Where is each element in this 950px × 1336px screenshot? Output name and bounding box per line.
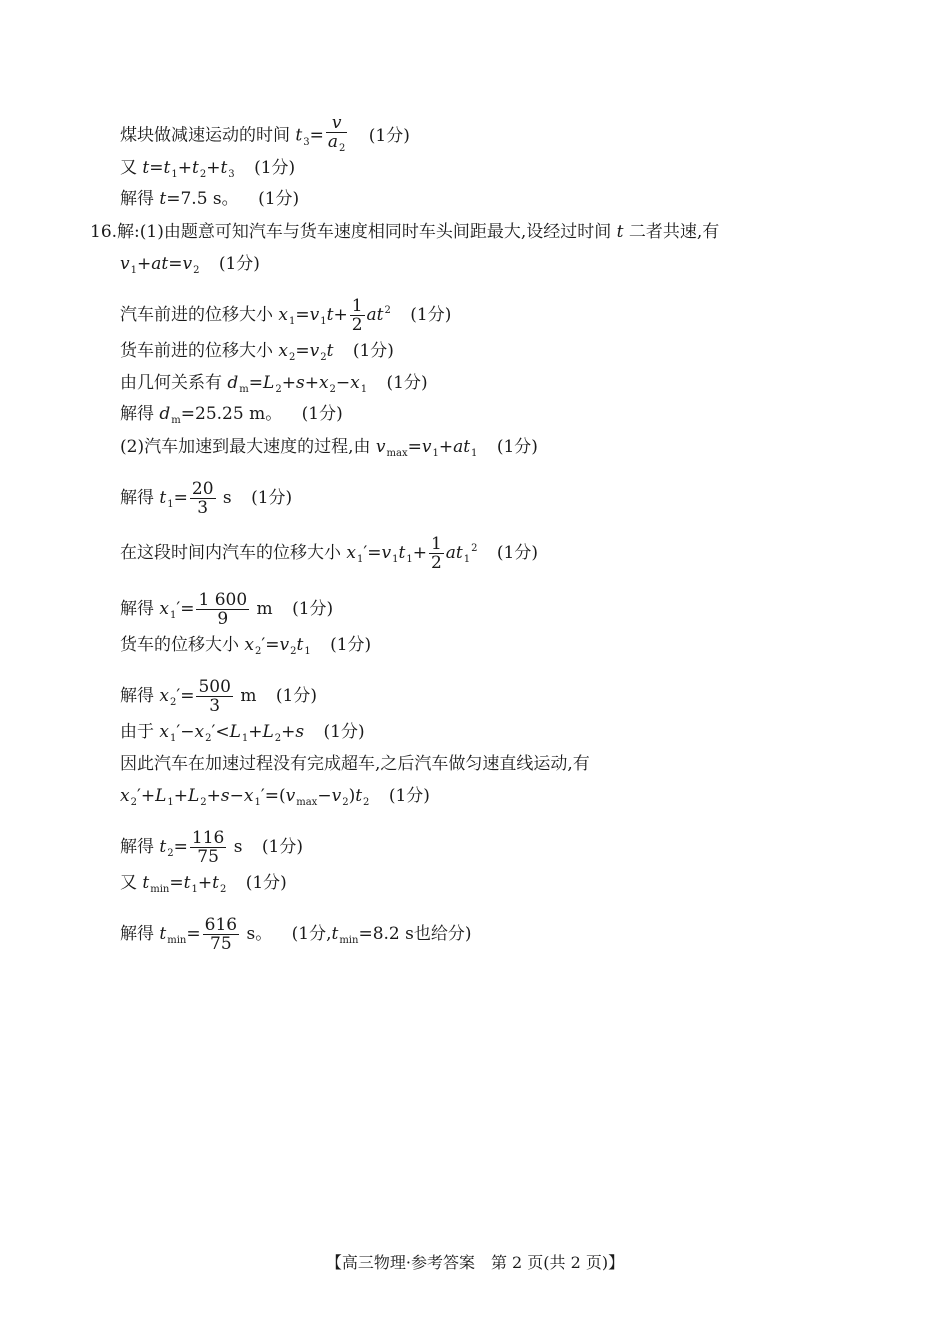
score: (1分) — [496, 543, 538, 563]
score: (1分) — [330, 635, 372, 655]
line-x2-prime: 货车的位移大小 $x_2'=v_2t_1$ (1分) — [120, 635, 372, 657]
score: (1分) — [368, 125, 410, 146]
line-conclusion: 因此汽车在加速过程没有完成超车,之后汽车做匀速直线运动,有 — [120, 754, 590, 774]
fraction: $\frac{1 600}{9}$ — [198, 590, 248, 629]
fraction: $\frac{20}{3}$ — [191, 479, 214, 518]
score: (1分) — [388, 786, 430, 806]
score: (1分) — [410, 305, 452, 325]
line-part2: (2)汽车加速到最大速度的过程,由 $v_{max}=v_1+at_1$ (1分) — [120, 437, 538, 459]
fraction: $\frac{500}{3}$ — [198, 677, 231, 716]
problem-16-intro: 16.解:(1)由题意可知汽车与货车速度相同时车头间距最大,设经过时间 t 二者共速,有 — [90, 222, 720, 242]
line-x2-prime-result: 解得 $x_2'=$ $\frac{500}{3}$ m (1分) — [120, 677, 317, 716]
score: (1分) — [323, 722, 365, 742]
fraction: $\frac{1}{2}$ — [351, 296, 363, 335]
score: (1分) — [218, 254, 260, 274]
line-t2-result: 解得 $t_2=$ $\frac{116}{75}$ s (1分) — [120, 828, 303, 867]
score: (1分$,t_{min}=8.2$ s也给分) — [291, 924, 472, 946]
line-t-sum: 又 $t=t_1+t_2+t_3$ (1分) — [120, 158, 296, 180]
score: (1分) — [352, 341, 394, 361]
score: (1分) — [245, 873, 287, 893]
score: (1分) — [275, 686, 317, 706]
score: (1分) — [261, 837, 303, 857]
line-x2: 货车前进的位移大小 $x_2=v_2t$ (1分) — [120, 341, 394, 363]
page-footer: 【高三物理·参考答案 第 2 页(共 2 页)】 — [325, 1253, 625, 1272]
line-t3: 煤块做减速运动的时间 $t_3=$ $\frac{v}{a_2}$ (1分) — [120, 114, 410, 158]
score: (1分) — [301, 404, 343, 424]
line-t1: 解得 $t_1=$ $\frac{20}{3}$ s (1分) — [120, 479, 293, 518]
line-x1-prime-result: 解得 $x_1'=$ $\frac{1 600}{9}$ m (1分) — [120, 590, 334, 629]
line-dm: 由几何关系有 $d_m=L_2+s+x_2-x_1$ (1分) — [120, 373, 428, 395]
score: (1分) — [386, 373, 428, 393]
line-t2-eq: $x_2'+L_1+L_2+s-x_1'=(v_{max}-v_2)t_2$ (1分) — [120, 786, 430, 808]
line-inequality: 由于 $x_1'-x_2'<L_1+L_2+s$ (1分) — [120, 722, 365, 744]
line-tmin-result: 解得 $t_{min}=$ $\frac{616}{75}$ s。 (1分$,t_{min}=8.2$ s也给分) — [120, 915, 472, 954]
line-x1-prime: 在这段时间内汽车的位移大小 $x_1'=v_1t_1+$ $\frac{1}{2}$ $at_1^2$ (1分) — [120, 534, 538, 573]
line-t-result: 解得 t=7.5 s。 (1分) — [120, 189, 300, 209]
fraction: $\frac{1}{2}$ — [430, 534, 442, 573]
score: (1分) — [251, 488, 293, 508]
line-v-eq: $v_1+at=v_2$ (1分) — [120, 254, 260, 276]
score: (1分) — [496, 437, 538, 457]
line-x1: 汽车前进的位移大小 $x_1=v_1t+$ $\frac{1}{2}$ $at^2$ (1分) — [120, 296, 452, 335]
fraction: $\frac{v}{a_2}$ — [327, 113, 346, 154]
score: (1分) — [292, 599, 334, 619]
score: (1分) — [258, 189, 300, 209]
score: (1分) — [254, 158, 296, 178]
line-dm-result: 解得 $d_m=25.25$ m。 (1分) — [120, 404, 343, 426]
fraction: $\frac{116}{75}$ — [191, 828, 225, 867]
fraction: $\frac{616}{75}$ — [204, 915, 238, 954]
line-tmin-sum: 又 $t_{min}=t_1+t_2$ (1分) — [120, 873, 287, 895]
